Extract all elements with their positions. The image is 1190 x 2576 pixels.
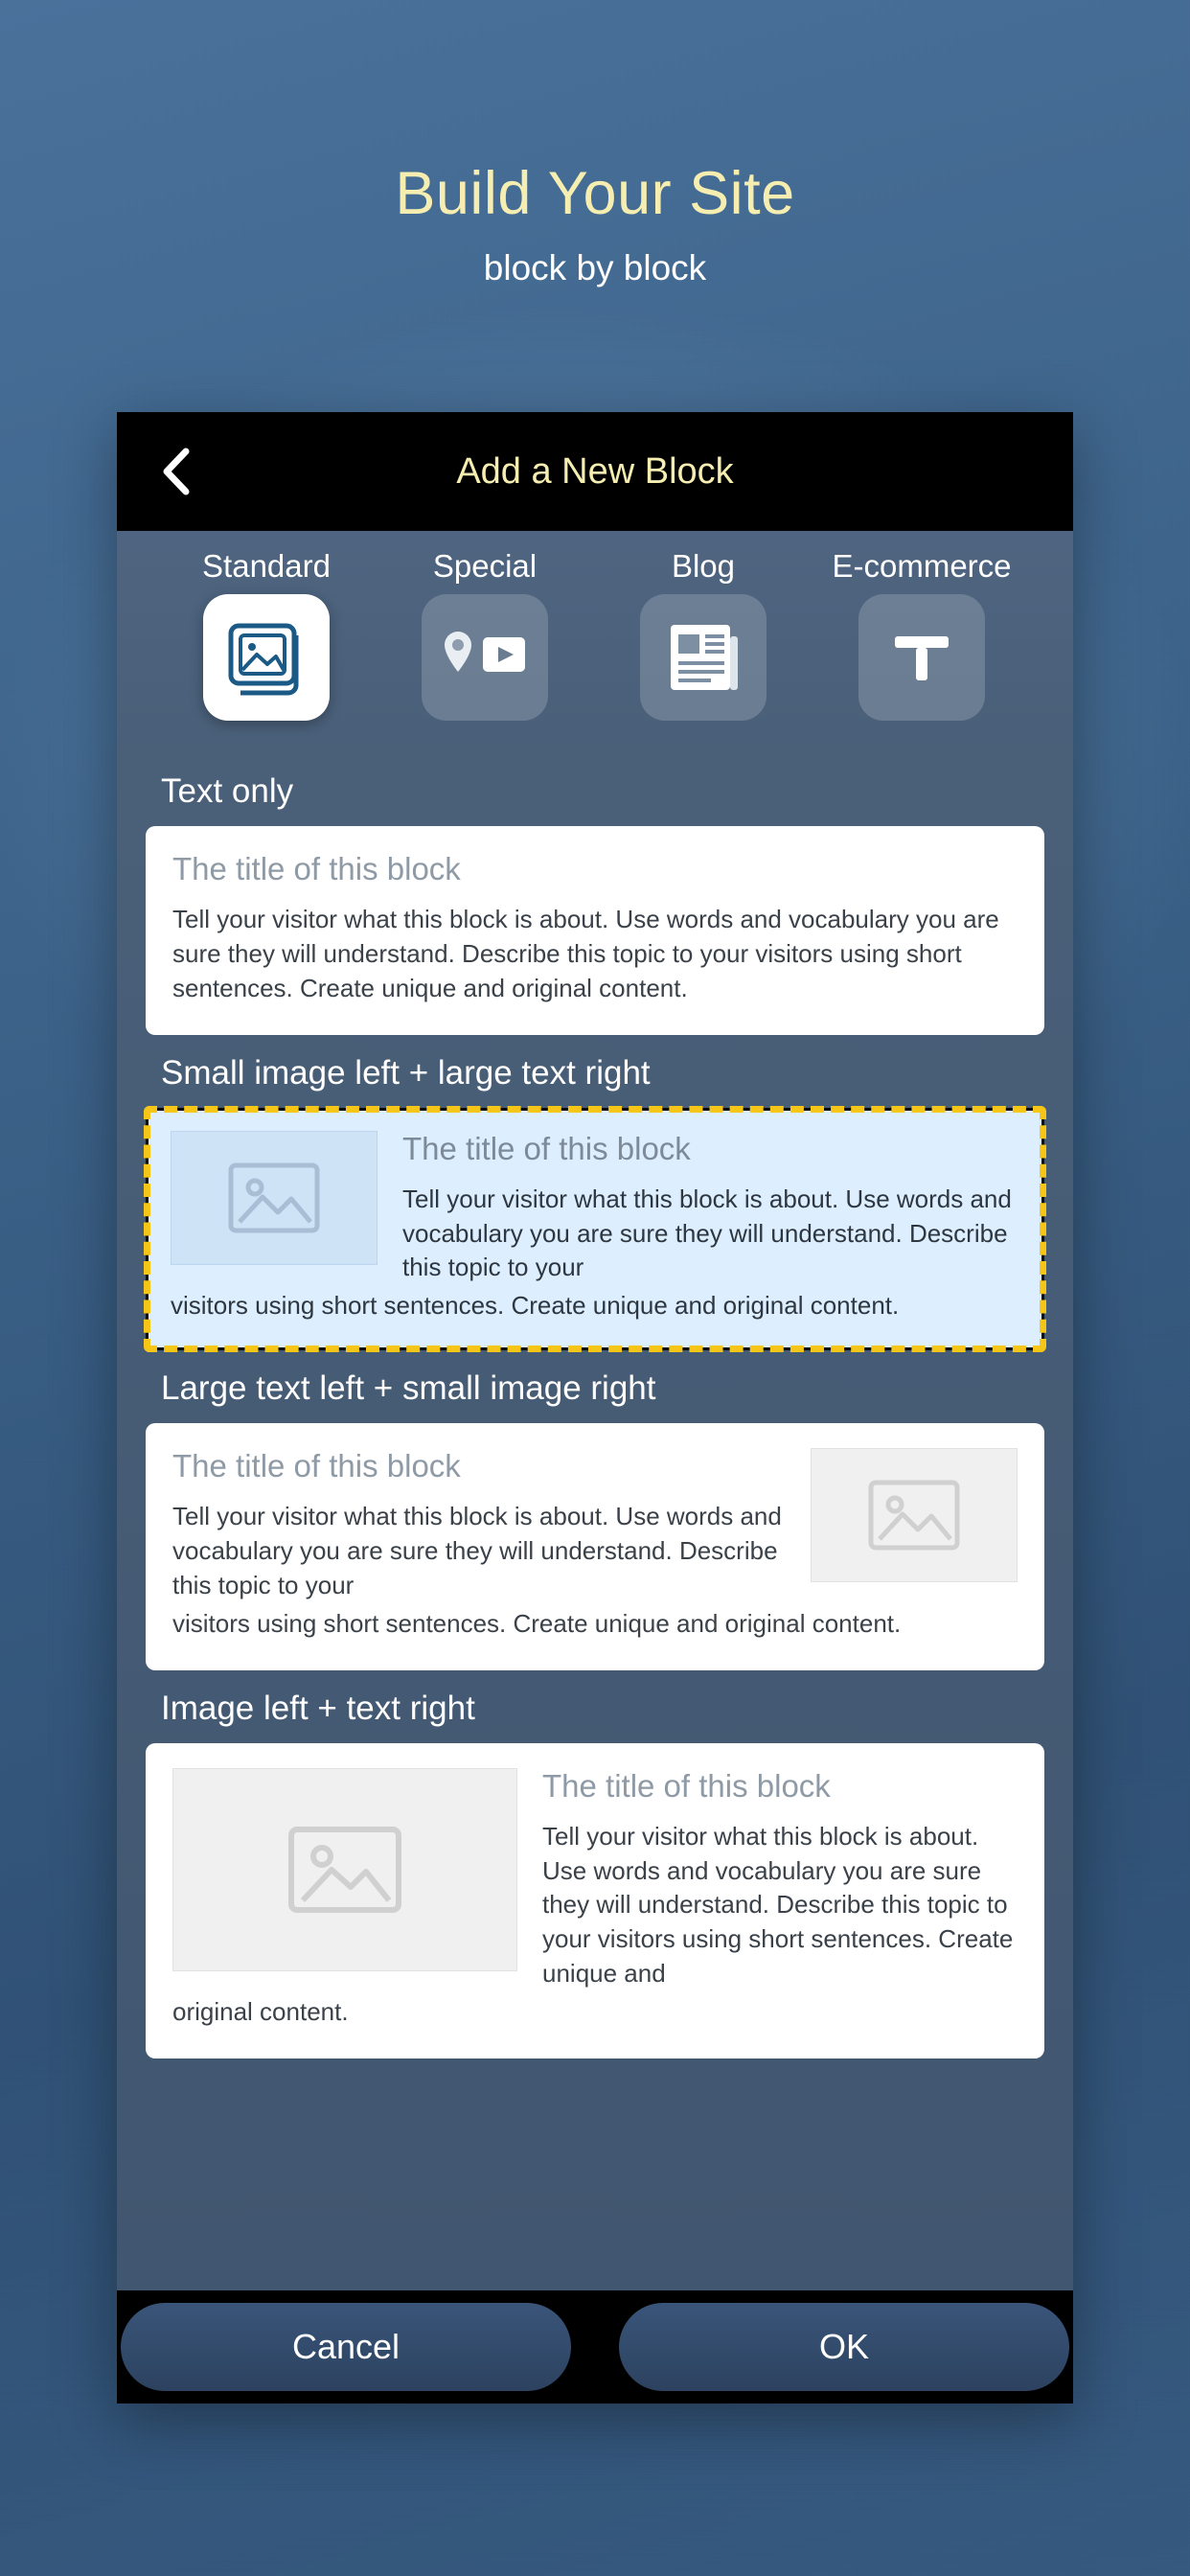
category-tab-strip[interactable] xyxy=(117,531,1073,753)
block-body: Tell your visitor what this block is about. Use words and vocabulary you are sure they will understand. Describe this topic to your visitors using short sentences. Create unique and original content. xyxy=(172,905,999,1002)
page-title: Build Your Site xyxy=(395,160,795,227)
section-label-text-only: Text only xyxy=(161,772,294,810)
block-title: The title of this block xyxy=(172,1448,461,1484)
cart-icon xyxy=(858,594,985,721)
chevron-left-icon xyxy=(159,447,194,496)
block-body-overflow: visitors using short sentences. Create unique and original content. xyxy=(171,1291,900,1321)
ok-button[interactable]: OK xyxy=(619,2303,1069,2391)
cancel-button[interactable]: Cancel xyxy=(121,2303,571,2391)
tab-special[interactable] xyxy=(376,531,594,721)
tab-special-label: Special xyxy=(432,548,538,584)
dialog-footer xyxy=(117,2290,1073,2404)
block-body-overflow: visitors using short sentences. Create unique and original content. xyxy=(172,1608,902,1638)
section-label-image-left: Image left + text right xyxy=(161,1689,475,1727)
tab-standard[interactable] xyxy=(157,531,376,721)
block-option-text-only[interactable] xyxy=(146,826,1044,1035)
back-button[interactable] xyxy=(148,443,205,500)
image-icon xyxy=(203,594,330,721)
block-title: The title of this block xyxy=(402,1130,691,1166)
block-type-list[interactable] xyxy=(117,753,1073,2290)
block-body: Tell your visitor what this block is about. Use words and vocabulary you are sure they will understand. Describe this topic to your xyxy=(172,1502,782,1599)
block-title: The title of this block xyxy=(172,851,461,886)
image-placeholder-icon xyxy=(171,1131,378,1265)
dialog-title: Add a New Block xyxy=(456,450,734,492)
block-option-image-left[interactable] xyxy=(146,1743,1044,2058)
newspaper-icon xyxy=(640,594,767,721)
block-body-overflow: original content. xyxy=(172,1997,349,2026)
tab-standard-label: Standard xyxy=(202,548,331,584)
tab-blog-label: Blog xyxy=(671,548,736,584)
block-picker-dialog xyxy=(117,412,1073,2404)
block-title: The title of this block xyxy=(542,1767,831,1804)
image-placeholder-icon xyxy=(172,1768,517,1971)
tab-ecommerce[interactable] xyxy=(812,531,1031,721)
page-subtitle: block by block xyxy=(483,248,707,288)
dialog-topbar xyxy=(117,412,1073,531)
block-option-large-text-left[interactable] xyxy=(146,1423,1044,1670)
page-header xyxy=(0,161,1190,288)
section-label-large-text-left: Large text left + small image right xyxy=(161,1369,656,1408)
section-label-small-image-left: Small image left + large text right xyxy=(161,1053,651,1092)
image-placeholder-icon xyxy=(811,1448,1018,1582)
tab-blog[interactable] xyxy=(594,531,812,721)
tab-ecommerce-label: E-commerce xyxy=(832,548,1012,584)
block-body: Tell your visitor what this block is about. Use words and vocabulary you are sure they will understand. Describe this topic to your xyxy=(402,1184,1012,1282)
map-pin-video-icon xyxy=(422,594,548,721)
block-option-small-image-left[interactable] xyxy=(146,1108,1044,1351)
block-body: Tell your visitor what this block is about. Use words and vocabulary you are sure they will understand. Describe this topic to your visitors using short sentences. Create unique and xyxy=(542,1821,1014,1989)
